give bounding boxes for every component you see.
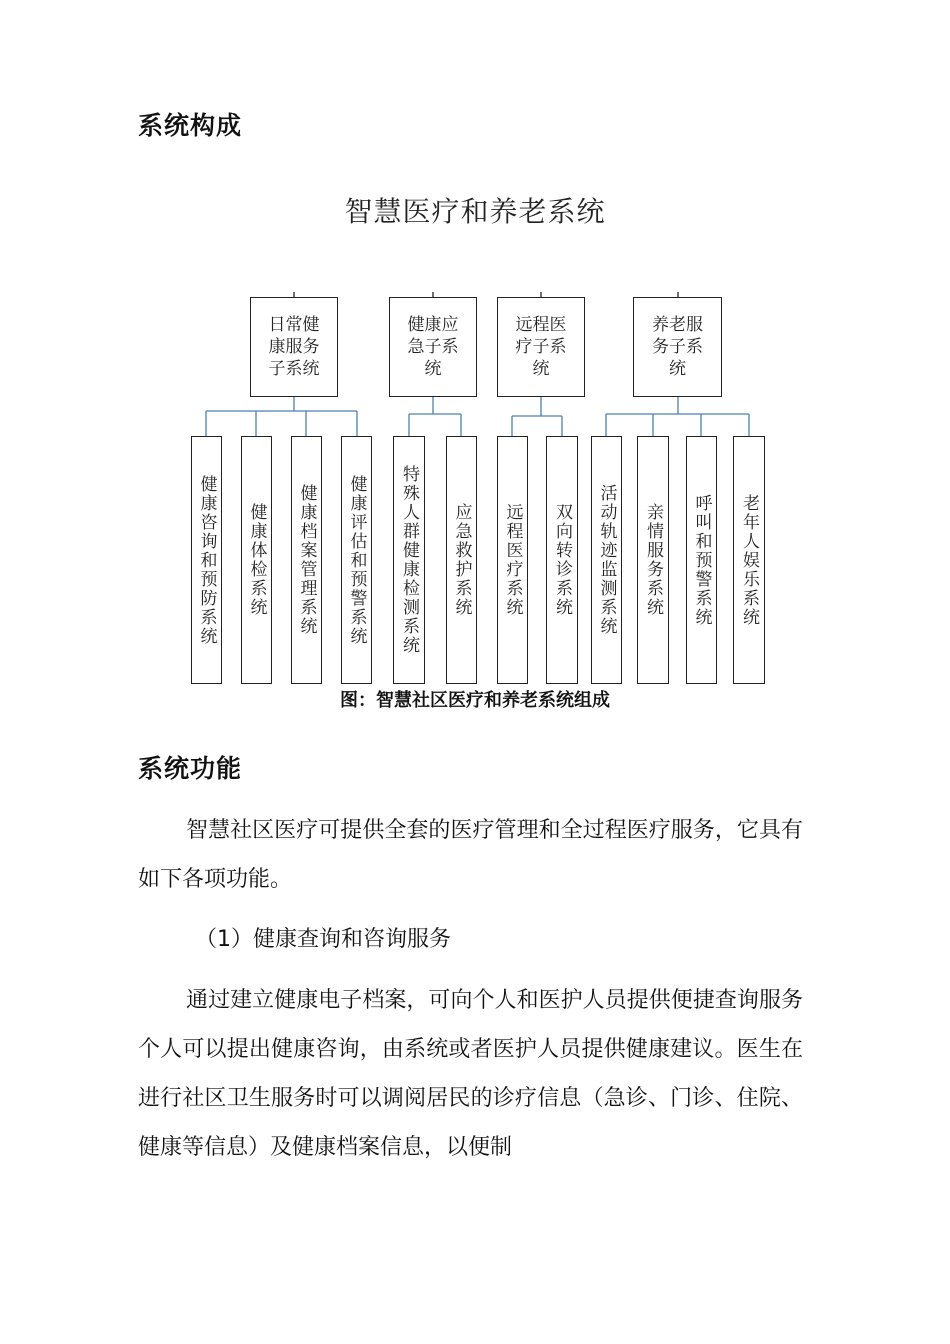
- leaf-box: [446, 436, 477, 684]
- subsystem-telemedicine: [497, 297, 585, 397]
- leaf-box: [733, 436, 765, 684]
- leaf-box: [591, 436, 622, 684]
- subsystem-daily-health: [250, 297, 338, 397]
- subsystem-label: 日常健康服务子系统: [268, 315, 320, 379]
- figure-caption: 图：智慧社区医疗和养老系统组成: [340, 690, 610, 711]
- leaf-box: [637, 436, 669, 684]
- leaf-label: 应急救护系统: [451, 503, 472, 617]
- leaf-label: 远程医疗系统: [502, 503, 523, 617]
- leaf-box: [393, 436, 425, 684]
- intro-paragraph: [138, 806, 803, 904]
- section-heading-functions: 系统功能: [138, 754, 243, 783]
- subsystem-elderly-care: [633, 297, 722, 397]
- leaf-label: 呼叫和预警系统: [691, 493, 712, 627]
- leaf-label: 健康咨询和预防系统: [196, 474, 217, 646]
- subsystem-label: 养老服务子系统: [652, 315, 703, 379]
- leaf-label: 健康评估和预警系统: [346, 474, 367, 646]
- list-item-health-query: （1）健康查询和咨询服务: [195, 927, 451, 952]
- leaf-label: 健康档案管理系统: [296, 484, 317, 636]
- leaf-label: 特殊人群健康检测系统: [399, 465, 419, 655]
- leaf-label: 亲情服务系统: [643, 503, 663, 617]
- leaf-box: [497, 436, 528, 684]
- leaf-label: 双向转诊系统: [552, 503, 572, 617]
- leaf-box: [291, 436, 322, 684]
- intro-text: 智慧社区医疗可提供全套的医疗管理和全过程医疗服务，它具有如下各项功能。: [138, 818, 803, 892]
- leaf-box: [241, 436, 272, 684]
- leaf-label: 健康体检系统: [246, 503, 267, 617]
- section-heading-composition: 系统构成: [138, 111, 243, 140]
- subsystem-health-emergency: [389, 297, 477, 397]
- subsystem-label: 远程医疗子系统: [515, 315, 567, 379]
- subsystem-label: 健康应急子系统: [407, 315, 459, 379]
- leaf-box: [341, 436, 372, 684]
- leaf-label: 老年人娱乐系统: [739, 493, 759, 627]
- leaf-box: [686, 436, 717, 684]
- diagram-title: 智慧医疗和养老系统: [344, 195, 606, 228]
- body-text: 通过建立健康电子档案，可向个人和医护人员提供便捷查询服务个人可以提出健康咨询，由系统或者医护人员提供健康建议。医生在进行社区卫生服务时可以调阅居民的诊疗信息（急诊、门诊、住院、健康等信息）及健康档案信息，以便制: [138, 988, 803, 1160]
- leaf-box: [191, 436, 222, 684]
- leaf-label: 活动轨迹监测系统: [596, 484, 617, 636]
- body-paragraph: [138, 976, 803, 1172]
- leaf-box: [546, 436, 578, 684]
